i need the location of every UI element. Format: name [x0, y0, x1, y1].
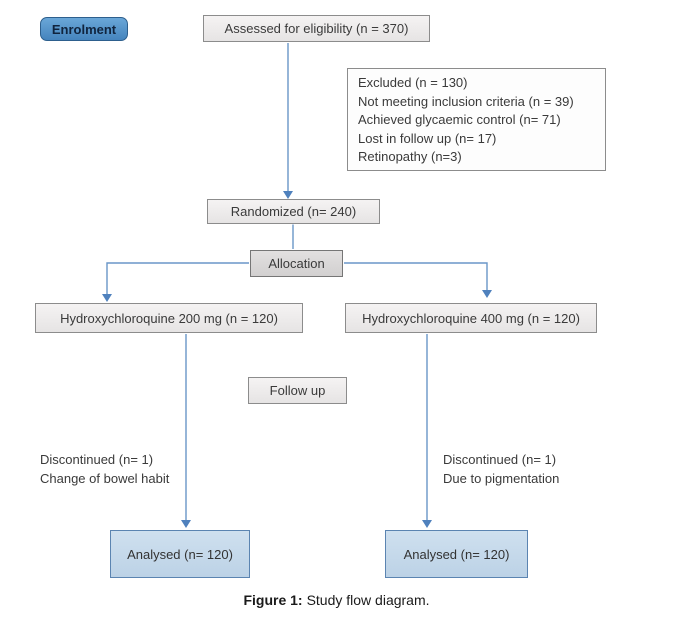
allocation-stage-box: Allocation — [250, 250, 343, 277]
arrowhead-analysed-right — [422, 520, 432, 528]
enrolment-stage-badge: Enrolment — [40, 17, 128, 41]
randomized-box: Randomized (n= 240) — [207, 199, 380, 224]
excluded-line-inclusion-criteria: Not meeting inclusion criteria (n = 39) — [358, 93, 574, 109]
connector-allocation-arm200 — [107, 263, 249, 294]
discontinued-left-line1: Discontinued (n= 1) — [40, 452, 154, 467]
excluded-box — [347, 68, 606, 171]
figure-caption-text: Study flow diagram. — [306, 592, 430, 608]
excluded-line-glycaemic-control: Achieved glycaemic control (n= 71) — [358, 112, 561, 128]
arrowhead-arm400 — [482, 290, 492, 298]
assessed-eligibility-box: Assessed for eligibility (n = 370) — [203, 15, 430, 42]
arrowhead-randomized — [283, 191, 293, 199]
excluded-line-retinopathy: Retinopathy (n=3) — [358, 149, 462, 165]
arm-hydroxychloroquine-400-box: Hydroxychloroquine 400 mg (n = 120) — [345, 303, 597, 333]
analysed-right-box: Analysed (n= 120) — [385, 530, 528, 578]
arrowhead-analysed-left — [181, 520, 191, 528]
analysed-left-box: Analysed (n= 120) — [110, 530, 250, 578]
excluded-line-total: Excluded (n = 130) — [358, 75, 468, 90]
discontinued-left-line2: Change of bowel habit — [40, 471, 170, 486]
discontinued-right-line1: Discontinued (n= 1) — [443, 452, 557, 467]
excluded-line-lost-follow-up: Lost in follow up (n= 17) — [358, 130, 497, 146]
discontinued-right-line2: Due to pigmentation — [443, 471, 560, 486]
discontinued-left-note — [40, 450, 169, 488]
follow-up-stage-box: Follow up — [248, 377, 347, 404]
figure-caption — [0, 592, 673, 608]
arm-hydroxychloroquine-200-box: Hydroxychloroquine 200 mg (n = 120) — [35, 303, 303, 333]
connector-allocation-arm400 — [344, 263, 487, 290]
discontinued-right-note — [443, 450, 559, 488]
figure-caption-label: Figure 1: — [243, 592, 303, 608]
arrowhead-arm200 — [102, 294, 112, 302]
